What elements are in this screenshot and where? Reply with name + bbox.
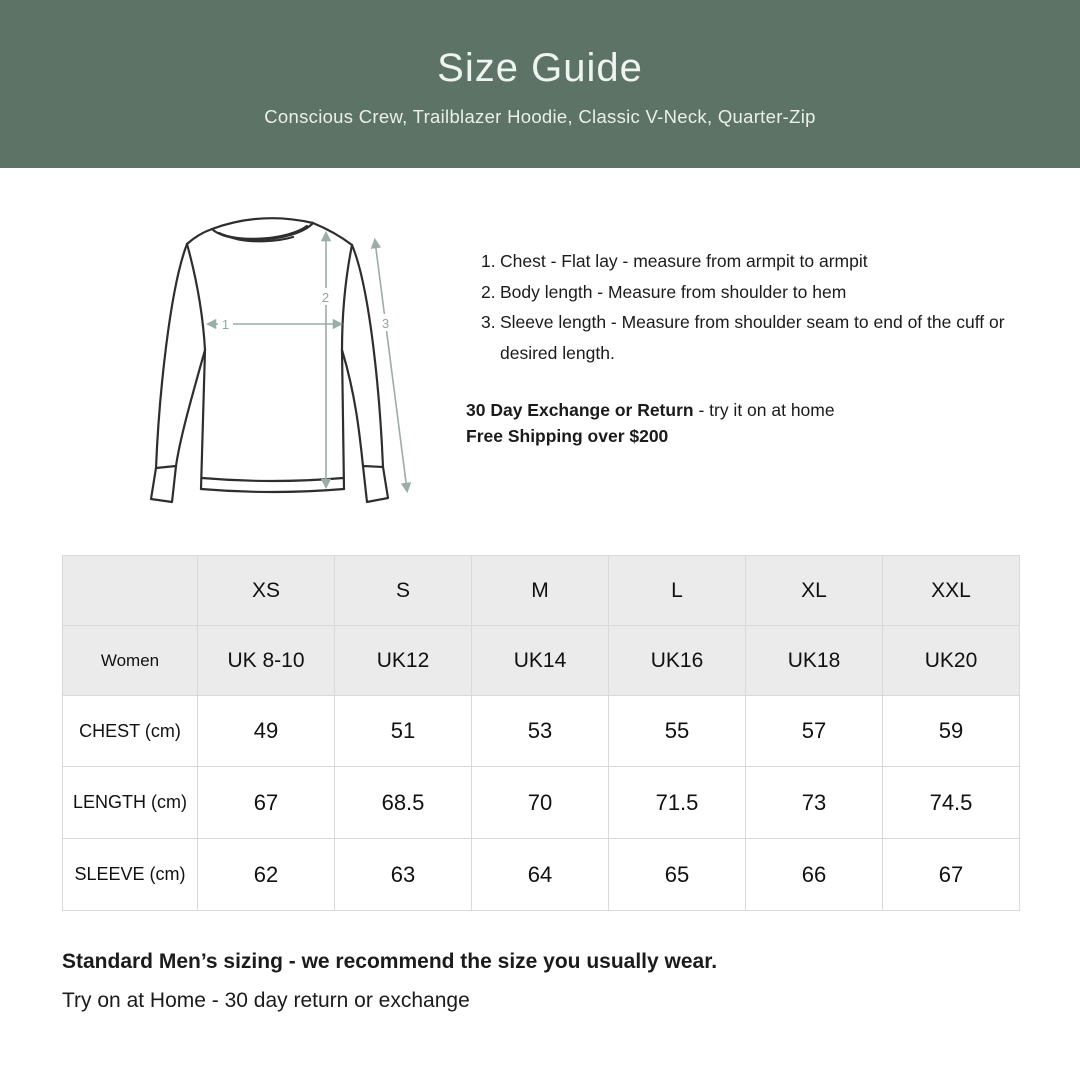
exchange-policy-bold: 30 Day Exchange or Return [466, 400, 694, 420]
chest-value-cell: 49 [198, 696, 335, 767]
sleeve-value-cell: 63 [335, 839, 472, 911]
uk-size-cell: UK12 [335, 626, 472, 696]
sleeve-measure-arrow [375, 241, 407, 490]
instruction-item-chest [481, 246, 1015, 277]
table-row-sleeve [63, 839, 1020, 911]
length-value-cell: 71.5 [609, 767, 746, 839]
women-row-label: Women [63, 626, 198, 696]
sleeve-value-cell: 64 [472, 839, 609, 911]
sleeve-value-cell: 65 [609, 839, 746, 911]
sizing-note-bold: Standard Men’s sizing - we recommend the size you usually wear. [62, 950, 718, 973]
length-value-cell: 70 [472, 767, 609, 839]
header-banner [0, 0, 1080, 168]
length-value-cell: 68.5 [335, 767, 472, 839]
table-row-sizes [63, 556, 1020, 626]
size-col-header-xl: XL [746, 556, 883, 626]
instruction-number: 3. [481, 312, 496, 332]
uk-size-cell: UK14 [472, 626, 609, 696]
table-row-chest [63, 696, 1020, 767]
chest-value-cell: 51 [335, 696, 472, 767]
measurement-arrows [209, 234, 407, 490]
instruction-item-sleeve-length [481, 307, 1015, 368]
uk-size-cell: UK 8-10 [198, 626, 335, 696]
measure-label-1: 1 [221, 317, 230, 332]
chest-value-cell: 53 [472, 696, 609, 767]
table-row-women [63, 626, 1020, 696]
instruction-text: Sleeve length - Measure from shoulder seam to end of the cuff or desired length. [500, 312, 1005, 363]
sizing-note-regular: Try on at Home - 30 day return or exchange [62, 989, 470, 1012]
size-col-header-xs: XS [198, 556, 335, 626]
measure-row-label-sleeve: SLEEVE (cm) [63, 839, 198, 911]
chest-value-cell: 55 [609, 696, 746, 767]
instruction-number: 2. [481, 281, 496, 302]
instruction-item-body-length [481, 277, 1015, 308]
sleeve-value-cell: 66 [746, 839, 883, 911]
chest-value-cell: 59 [883, 696, 1020, 767]
shirt-outline [151, 218, 388, 502]
measurement-arrow-labels [218, 288, 393, 332]
corner-cell [63, 556, 198, 626]
size-col-header-xxl: XXL [883, 556, 1020, 626]
length-value-cell: 74.5 [883, 767, 1020, 839]
measure-label-3: 3 [381, 316, 390, 331]
shirt-measurement-diagram [130, 200, 460, 530]
size-col-header-s: S [335, 556, 472, 626]
size-col-header-l: L [609, 556, 746, 626]
uk-size-cell: UK18 [746, 626, 883, 696]
chest-value-cell: 57 [746, 696, 883, 767]
size-col-header-m: M [472, 556, 609, 626]
instruction-number: 1. [481, 251, 496, 271]
measurement-instructions [481, 246, 1015, 368]
measure-row-label-length: LENGTH (cm) [63, 767, 198, 839]
page-subtitle: Conscious Crew, Trailblazer Hoodie, Classic V-Neck, Quarter-Zip [264, 106, 816, 127]
sleeve-value-cell: 67 [883, 839, 1020, 911]
measure-row-label-chest: CHEST (cm) [63, 696, 198, 767]
exchange-policy-line [466, 397, 835, 423]
policy-block [466, 397, 835, 449]
shipping-policy-line [466, 423, 835, 449]
size-chart-table [62, 555, 1020, 911]
instruction-text: Chest - Flat lay - measure from armpit to armpit [500, 251, 868, 271]
page-title: Size Guide [437, 46, 643, 90]
measure-label-2: 2 [321, 290, 330, 305]
sleeve-value-cell: 62 [198, 839, 335, 911]
long-sleeve-tee-illustration [130, 200, 460, 530]
exchange-policy-rest: - try it on at home [693, 400, 835, 420]
uk-size-cell: UK20 [883, 626, 1020, 696]
length-value-cell: 73 [746, 767, 883, 839]
uk-size-cell: UK16 [609, 626, 746, 696]
length-value-cell: 67 [198, 767, 335, 839]
instruction-text: Body length - Measure from shoulder to hem [500, 281, 847, 302]
table-row-length [63, 767, 1020, 839]
shipping-policy-bold: Free Shipping over $200 [466, 426, 669, 446]
